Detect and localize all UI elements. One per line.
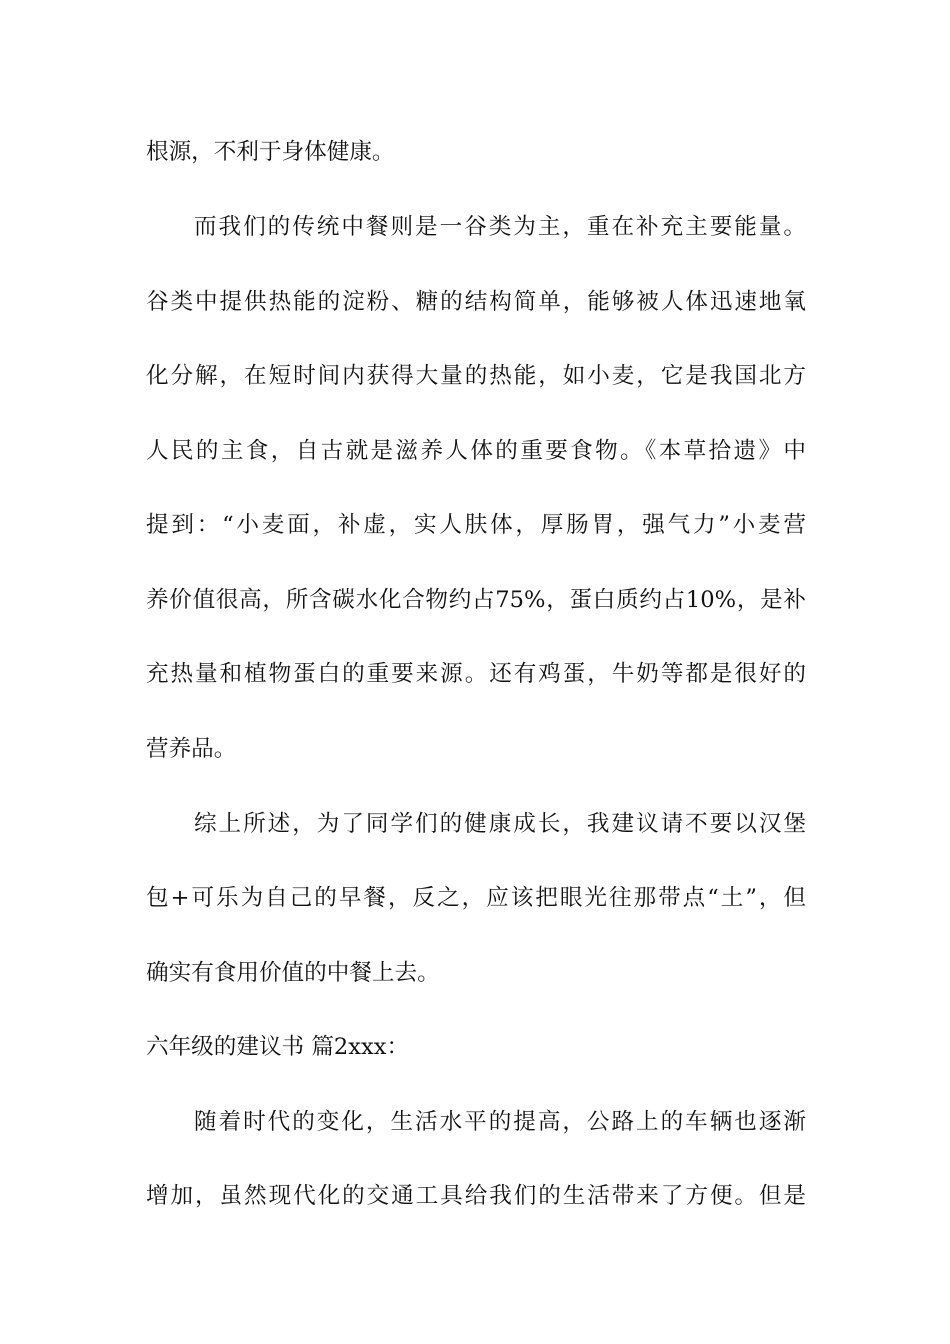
text-line: 人民的主食，自古就是滋养人体的重要食物。《本草拾遗》中 [146, 438, 806, 464]
text-line: 确实有食用价值的中餐上去。 [146, 960, 440, 986]
text-line: 根源，不利于身体健康。 [146, 139, 395, 165]
paragraph-first-line: 随着时代的变化，生活水平的提高，公路上的车辆也逐渐 [194, 1109, 806, 1135]
text-line: 提到：“小麦面，补虚，实人肤体，厚肠胃，强气力”小麦营 [146, 512, 806, 538]
text-line: 充热量和植物蛋白的重要来源。还有鸡蛋，牛奶等都是很好的 [146, 661, 806, 687]
section-heading: 六年级的建议书 篇2xxx： [146, 1034, 410, 1060]
paragraph-first-line: 综上所述，为了同学们的健康成长，我建议请不要以汉堡 [194, 811, 806, 837]
paragraph-first-line: 而我们的传统中餐则是一谷类为主，重在补充主要能量。 [194, 214, 806, 240]
text-line: 养价值很高，所含碳水化合物约占75%，蛋白质约占10%，是补 [146, 587, 806, 613]
text-line: 包+可乐为自己的早餐，反之，应该把眼光往那带点“土”，但 [146, 885, 806, 911]
text-line: 增加，虽然现代化的交通工具给我们的生活带来了方便。但是 [146, 1183, 806, 1209]
text-line: 化分解，在短时间内获得大量的热能，如小麦，它是我国北方 [146, 363, 806, 389]
text-line: 谷类中提供热能的淀粉、糖的结构简单，能够被人体迅速地氧 [146, 289, 806, 315]
text-line: 营养品。 [146, 736, 237, 762]
